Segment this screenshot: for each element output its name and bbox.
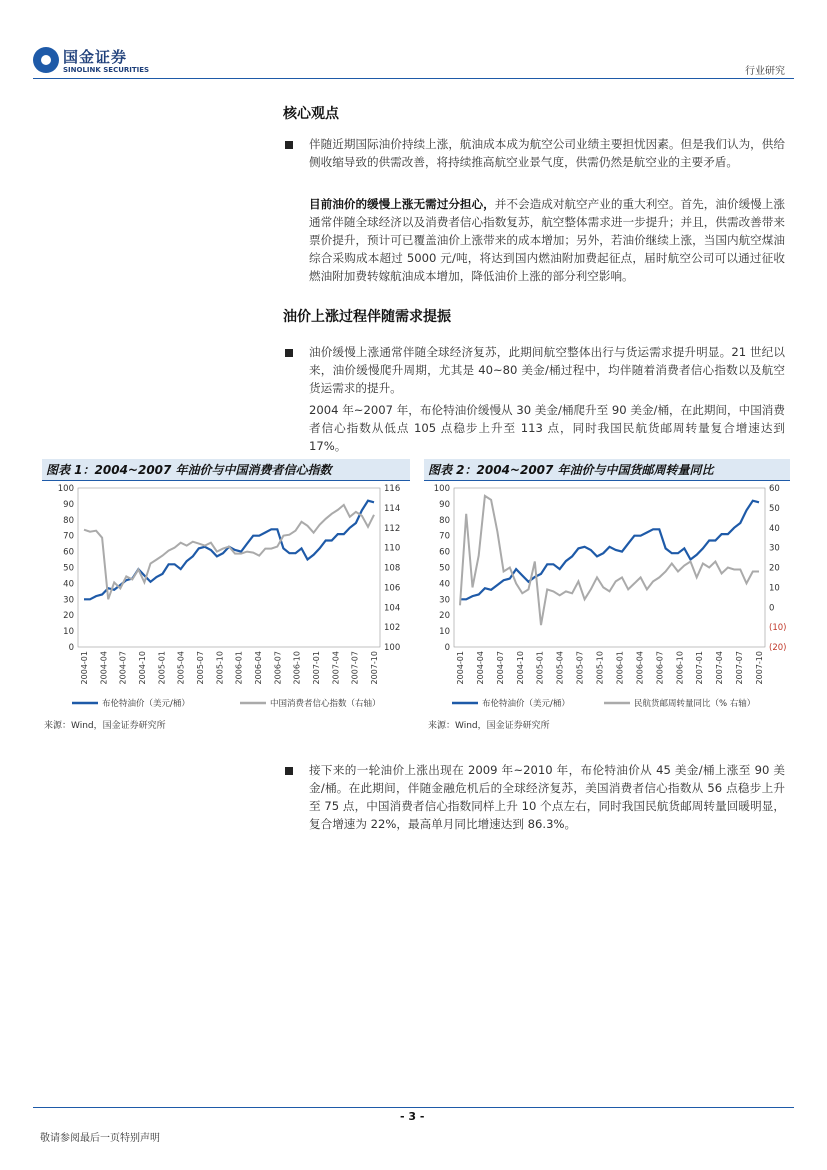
y2-tick-label: 50: [769, 503, 780, 514]
y2-tick-label: 106: [384, 583, 401, 594]
x-tick-label: 2004-01: [456, 651, 465, 685]
bullet-marker: [285, 767, 293, 775]
paragraph-core-1: 伴随近期国际油价持续上涨，航油成本成为航空公司业绩主要担忧因素。但是我们认为，供给侧收缩导致的供需改善，将持续推高航空业景气度，供需仍然是航空业的主要矛盾。: [309, 137, 785, 169]
y-tick-label: 60: [63, 547, 74, 558]
x-tick-label: 2006-04: [635, 651, 645, 685]
x-tick-label: 2005-07: [196, 651, 205, 685]
y-tick-label: 30: [439, 595, 450, 606]
footer-divider: [33, 1107, 794, 1108]
paragraph-demand-3: 接下来的一轮油价上涨出现在 2009 年~2010 年，布伦特油价从 45 美金/桶上涨至 90 美金/桶。在此期间，伴随金融危机后的全球经济复苏，美国消费者信心指数从 56 点稳步上升至 75 点，中国消费者信心指数同样上升 10 个点左右，同时我国民航货邮周转量回暖明显，复合增速为 22%，最高单月同比增速达到 86.3%。: [309, 763, 785, 831]
series-line-2: [84, 505, 374, 599]
chart-2: [434, 484, 787, 709]
x-tick-label: 2006-04: [254, 651, 263, 685]
section-title-demand: 油价上涨过程伴随需求提振: [283, 309, 451, 325]
x-tick-label: 2004-01: [80, 651, 89, 685]
series-line-2: [460, 496, 759, 625]
y-tick-label: 30: [63, 595, 74, 606]
y-tick-label: 70: [439, 531, 450, 542]
legend-label: 布伦特油价（美元/桶）: [102, 699, 190, 709]
y-tick-label: 100: [433, 484, 450, 494]
y2-tick-label: 10: [769, 583, 780, 594]
paragraph-demand-2: 2004 年~2007 年，布伦特油价缓慢从 30 美金/桶爬升至 90 美金/桶，在此期间，中国消费者信心指数从低点 105 点稳步上升至 113 点，同时我国民航货邮周转量复合增速达到 17%。: [309, 403, 785, 453]
y-tick-label: 50: [63, 563, 74, 574]
y2-tick-label: 40: [769, 523, 780, 534]
x-tick-label: 2005-01: [535, 651, 545, 685]
section-title-core-view: 核心观点: [283, 106, 339, 122]
x-tick-label: 2007-01: [695, 651, 705, 685]
x-tick-label: 2005-10: [215, 651, 225, 685]
y-tick-label: 0: [444, 643, 450, 653]
x-tick-label: 2006-07: [655, 651, 665, 685]
paragraph-core-2-bold: 目前油价的缓慢上涨无需过分担心，: [309, 197, 495, 211]
y-tick-label: 70: [63, 531, 74, 542]
y2-tick-label: 30: [769, 543, 780, 554]
x-tick-label: 2004-04: [475, 651, 485, 685]
y2-tick-label: (20): [769, 643, 787, 653]
page-number: - 3 -: [400, 1110, 425, 1123]
y-tick-label: 40: [63, 579, 74, 590]
y2-tick-label: 104: [384, 603, 401, 614]
y-tick-label: 10: [439, 627, 450, 638]
y-tick-label: 20: [439, 611, 450, 622]
x-tick-label: 2005-07: [575, 651, 585, 685]
legend-label: 中国消费者信心指数（右轴）: [270, 699, 381, 709]
x-tick-label: 2006-10: [292, 651, 302, 685]
y2-tick-label: 102: [384, 623, 401, 634]
y2-tick-label: 116: [384, 484, 401, 494]
y-tick-label: 10: [63, 627, 74, 638]
y-tick-label: 50: [439, 563, 450, 574]
x-tick-label: 2007-07: [735, 651, 745, 685]
y2-tick-label: 110: [384, 543, 401, 554]
x-tick-label: 2004-07: [118, 651, 128, 685]
x-tick-label: 2007-04: [331, 651, 341, 685]
x-tick-label: 2004-04: [99, 651, 109, 685]
x-tick-label: 2006-01: [615, 651, 625, 685]
figure-1-source: 来源：Wind，国金证券研究所: [44, 721, 166, 731]
x-tick-label: 2007-10: [370, 651, 379, 685]
y-tick-label: 90: [439, 499, 450, 510]
figure-1-title: 图表 1：2004~2007 年油价与中国消费者信心指数: [42, 459, 410, 481]
y2-tick-label: 114: [384, 503, 401, 514]
y-tick-label: 100: [57, 484, 74, 494]
series-line-1: [460, 501, 759, 600]
report-category: 行业研究: [745, 66, 785, 77]
paragraph-demand-1: 油价缓慢上涨通常伴随全球经济复苏，此期间航空整体出行与货运需求提升明显。21 世纪以来，油价缓慢爬升周期，尤其是 40~80 美金/桶过程中，均伴随着消费者信心指数以及航空货运需求的提升。: [309, 345, 785, 395]
x-tick-label: 2005-10: [595, 651, 605, 685]
y-tick-label: 20: [63, 611, 74, 622]
y2-tick-label: 20: [769, 563, 780, 574]
x-tick-label: 2005-04: [176, 651, 186, 685]
legend-label: 布伦特油价（美元/桶）: [482, 699, 570, 709]
x-tick-label: 2007-10: [755, 651, 764, 685]
x-tick-label: 2006-01: [234, 651, 244, 685]
disclaimer-note: 敬请参阅最后一页特别声明: [40, 1133, 160, 1144]
x-tick-label: 2004-07: [495, 651, 505, 685]
x-tick-label: 2006-10: [675, 651, 685, 685]
y2-tick-label: 108: [384, 563, 401, 574]
x-tick-label: 2006-07: [273, 651, 283, 685]
x-tick-label: 2007-04: [715, 651, 725, 685]
y-tick-label: 60: [439, 547, 450, 558]
y-tick-label: 80: [63, 515, 74, 526]
y-tick-label: 80: [439, 515, 450, 526]
paragraph-core-2-rest: 并不会造成对航空产业的重大利空。首先，油价缓慢上涨通常伴随全球经济以及消费者信心指数复苏，航空整体需求进一步提升；并且，供需改善带来票价提升，预计可已覆盖油价上涨带来的成本增加；另外，若油价继续上涨，当国内航空煤油综合采购成本超过 5000 元/吨，将达到国内燃油附加费起征点，届时航空公司可以通过征收燃油附加费转嫁航油成本增加，降低油价上涨的部分利空影响。: [309, 197, 785, 283]
logo-chinese-name: 国金证券: [63, 48, 128, 66]
x-tick-label: 2007-07: [350, 651, 360, 685]
x-tick-label: 2005-01: [157, 651, 167, 685]
x-tick-label: 2007-01: [312, 651, 321, 685]
x-tick-label: 2004-10: [515, 651, 525, 685]
x-tick-label: 2004-10: [138, 651, 147, 685]
y-tick-label: 40: [439, 579, 450, 590]
figure-2-source: 来源：Wind，国金证券研究所: [428, 721, 550, 731]
y-tick-label: 90: [63, 499, 74, 510]
logo-english-name: SINOLINK SECURITIES: [63, 66, 150, 74]
y2-tick-label: 60: [769, 484, 780, 494]
chart-1: [58, 484, 400, 709]
legend-label: 民航货邮周转量同比（% 右轴）: [634, 699, 756, 709]
y2-tick-label: (10): [769, 623, 787, 634]
x-tick-label: 2005-04: [555, 651, 565, 685]
y-tick-label: 0: [68, 643, 74, 653]
y2-tick-label: 112: [384, 523, 401, 534]
figure-2-title: 图表 2：2004~2007 年油价与中国货邮周转量同比: [424, 459, 790, 481]
y2-tick-label: 0: [769, 603, 775, 614]
y2-tick-label: 100: [384, 643, 401, 653]
